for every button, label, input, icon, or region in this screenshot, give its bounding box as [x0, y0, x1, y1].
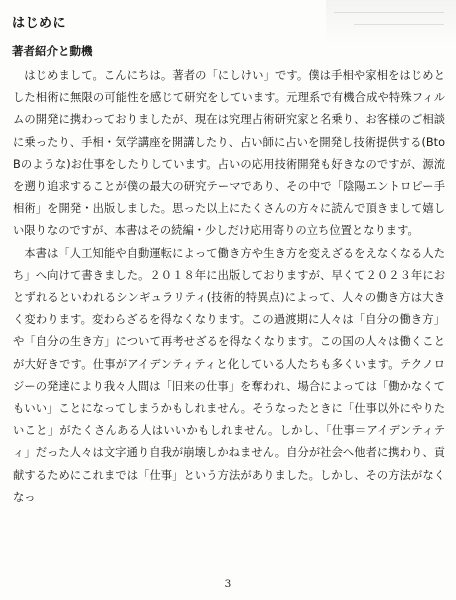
paragraph-2: 本書は「人工知能や自動運転によって働き方や生き方を変えざるをえなくなる人たち」へ向けて書きました。２０１８年に出版しておりますが、早くて２０２３年におとずれるといわれるシンギュラリティ(技術的特異点)によって、人々の働き方は大きく変わります。変わらざるを得なくなります。この過渡期に人々は「自分の働き方」や「自分の生き方」について再考せざるを得なくなります。この国の人々は働くことが大好きです。仕事がアイデンティティと化している人たちも多くいます。テクノロジーの発達により我々人間は「旧来の仕事」を奪われ、場合によっては「働かなくてもいい」ことになってしまうかもしれません。そうなったときに「仕事以外にやりたいこと」がたくさんある人はいいかもしれません。しかし、「仕事＝アイデンティティ」だった人々は文字通り自我が崩壊しかねません。自分が社会へ他者に携わり、貢献するためにこれまでは「仕事」という方法がありました。しかし、その方法がなくなっ	[13, 246, 445, 504]
paragraph-1: はじめまして。こんにちは。著者の「にしけい」です。僕は手相や家相をはじめとした相術に無限の可能性を感じて研究をしています。元理系で有機合成や特殊フィルムの開発に携わっておりましたが、現在は究理占術研究家と名乗り、お客様のご相談に乗ったり、手相・気学講座を開講したり、占い師に占いを開発し技術提供する(BtoBのような)お仕事をしたりしています。占いの応用技術開発も好きなのですが、源流を遡り追求することが僕の最大の研究テーマであり、その中で「陰陽エントロピー手相術」を開発・出版しました。思った以上にたくさんの方々に読んで頂きまして嬉しい限りなのですが、本書はその続編・少しだけ応用寄りの立ち位置となります。	[13, 69, 445, 238]
body-text	[13, 65, 445, 509]
page-number: 3	[224, 578, 232, 590]
show-through-shadow	[326, 0, 456, 44]
show-through-line	[354, 24, 444, 25]
show-through-line	[334, 12, 444, 13]
section-title: 著者紹介と動機	[12, 44, 93, 58]
chapter-title: はじめに	[12, 16, 67, 31]
